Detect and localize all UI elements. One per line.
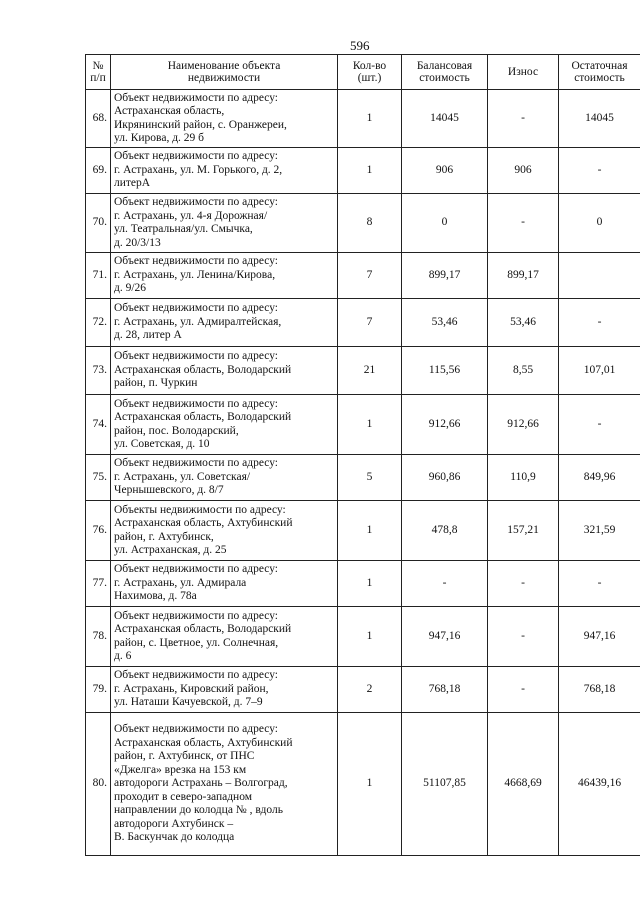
object-name: Объекты недвижимости по адресу: Астраханская область, Ахтубинский район, г. Ахтубинск, ул. Астраханская, д. 25 [111, 501, 338, 561]
balance-value: 768,18 [402, 667, 488, 713]
row-number: 73. [86, 347, 111, 395]
balance-value: 478,8 [402, 501, 488, 561]
table-row [86, 90, 640, 148]
table-row [86, 501, 640, 561]
quantity: 1 [338, 148, 402, 194]
quantity: 1 [338, 713, 402, 856]
wear-value: - [488, 667, 559, 713]
table-row [86, 395, 640, 455]
wear-value: 912,66 [488, 395, 559, 455]
object-name: Объект недвижимости по адресу: г. Астрахань, ул. Адмиралтейская, д. 28, литер А [111, 299, 338, 347]
table-row [86, 455, 640, 501]
residual-value: - [559, 148, 640, 194]
wear-value: 4668,69 [488, 713, 559, 856]
wear-value: - [488, 561, 559, 607]
wear-value: - [488, 607, 559, 667]
quantity: 1 [338, 90, 402, 148]
row-number: 69. [86, 148, 111, 194]
table-row [86, 561, 640, 607]
wear-value: 110,9 [488, 455, 559, 501]
quantity: 7 [338, 299, 402, 347]
row-number: 70. [86, 194, 111, 253]
wear-value: 53,46 [488, 299, 559, 347]
quantity: 1 [338, 561, 402, 607]
row-number: 74. [86, 395, 111, 455]
balance-value: 912,66 [402, 395, 488, 455]
quantity: 8 [338, 194, 402, 253]
residual-value: 46439,16 [559, 713, 640, 856]
balance-value: 14045 [402, 90, 488, 148]
table-row [86, 299, 640, 347]
table-row [86, 607, 640, 667]
row-number: 71. [86, 253, 111, 299]
property-table [85, 54, 640, 856]
balance-value: 53,46 [402, 299, 488, 347]
header-wear: Износ [488, 55, 559, 90]
wear-value: 899,17 [488, 253, 559, 299]
row-number: 79. [86, 667, 111, 713]
row-number: 76. [86, 501, 111, 561]
quantity: 1 [338, 501, 402, 561]
table-row [86, 347, 640, 395]
balance-value: 51107,85 [402, 713, 488, 856]
object-name: Объект недвижимости по адресу: г. Астрахань, ул. Ленина/Кирова, д. 9/26 [111, 253, 338, 299]
row-number: 80. [86, 713, 111, 856]
quantity: 2 [338, 667, 402, 713]
balance-value: 906 [402, 148, 488, 194]
row-number: 72. [86, 299, 111, 347]
object-name: Объект недвижимости по адресу: Астраханская область, Ахтубинский район, г. Ахтубинск, от ПНС «Джелга» врезка на 153 км автодороги Астрахань – Волгоград, проходит в северо-западном направлении до колодца № , вдоль автодороги Ахтубинск – В. Баскунчак до колодца [111, 713, 338, 856]
table-row [86, 667, 640, 713]
residual-value: - [559, 299, 640, 347]
object-name: Объект недвижимости по адресу: Астраханская область, Володарский район, пос. Володарский, ул. Советская, д. 10 [111, 395, 338, 455]
table-header-row [86, 55, 640, 90]
residual-value: 14045 [559, 90, 640, 148]
residual-value: - [559, 395, 640, 455]
balance-value: - [402, 561, 488, 607]
quantity: 7 [338, 253, 402, 299]
object-name: Объект недвижимости по адресу: Астраханская область, Володарский район, п. Чуркин [111, 347, 338, 395]
residual-value: 0 [559, 194, 640, 253]
balance-value: 960,86 [402, 455, 488, 501]
row-number: 75. [86, 455, 111, 501]
residual-value: 768,18 [559, 667, 640, 713]
table-row [86, 253, 640, 299]
page-number: 596 [350, 38, 370, 53]
header-object-name: Наименование объекта недвижимости [111, 55, 338, 90]
balance-value: 115,56 [402, 347, 488, 395]
header-number: № п/п [86, 55, 111, 90]
table-row [86, 194, 640, 253]
header-residual-value: Остаточная стоимость [559, 55, 640, 90]
quantity: 1 [338, 395, 402, 455]
row-number: 78. [86, 607, 111, 667]
object-name: Объект недвижимости по адресу: г. Астрахань, ул. Советская/ Чернышевского, д. 8/7 [111, 455, 338, 501]
object-name: Объект недвижимости по адресу: г. Астрахань, ул. М. Горького, д. 2, литерА [111, 148, 338, 194]
table-row [86, 713, 640, 856]
header-balance-value: Балансовая стоимость [402, 55, 488, 90]
residual-value [559, 253, 640, 299]
row-number: 68. [86, 90, 111, 148]
wear-value: 157,21 [488, 501, 559, 561]
object-name: Объект недвижимости по адресу: г. Астрахань, ул. Адмирала Нахимова, д. 78а [111, 561, 338, 607]
residual-value: - [559, 561, 640, 607]
residual-value: 849,96 [559, 455, 640, 501]
balance-value: 899,17 [402, 253, 488, 299]
balance-value: 947,16 [402, 607, 488, 667]
residual-value: 947,16 [559, 607, 640, 667]
balance-value: 0 [402, 194, 488, 253]
header-quantity: Кол-во (шт.) [338, 55, 402, 90]
wear-value: - [488, 90, 559, 148]
wear-value: - [488, 194, 559, 253]
object-name: Объект недвижимости по адресу: Астраханская область, Икрянинский район, с. Оранжереи, ул. Кирова, д. 29 б [111, 90, 338, 148]
object-name: Объект недвижимости по адресу: Астраханская область, Володарский район, с. Цветное, ул. Солнечная, д. 6 [111, 607, 338, 667]
wear-value: 8,55 [488, 347, 559, 395]
residual-value: 321,59 [559, 501, 640, 561]
object-name: Объект недвижимости по адресу: г. Астрахань, ул. 4-я Дорожная/ ул. Театральная/ул. Смычка, д. 20/3/13 [111, 194, 338, 253]
quantity: 21 [338, 347, 402, 395]
quantity: 5 [338, 455, 402, 501]
row-number: 77. [86, 561, 111, 607]
table-row [86, 148, 640, 194]
wear-value: 906 [488, 148, 559, 194]
quantity: 1 [338, 607, 402, 667]
object-name: Объект недвижимости по адресу: г. Астрахань, Кировский район, ул. Наташи Качуевской, д. 7–9 [111, 667, 338, 713]
residual-value: 107,01 [559, 347, 640, 395]
